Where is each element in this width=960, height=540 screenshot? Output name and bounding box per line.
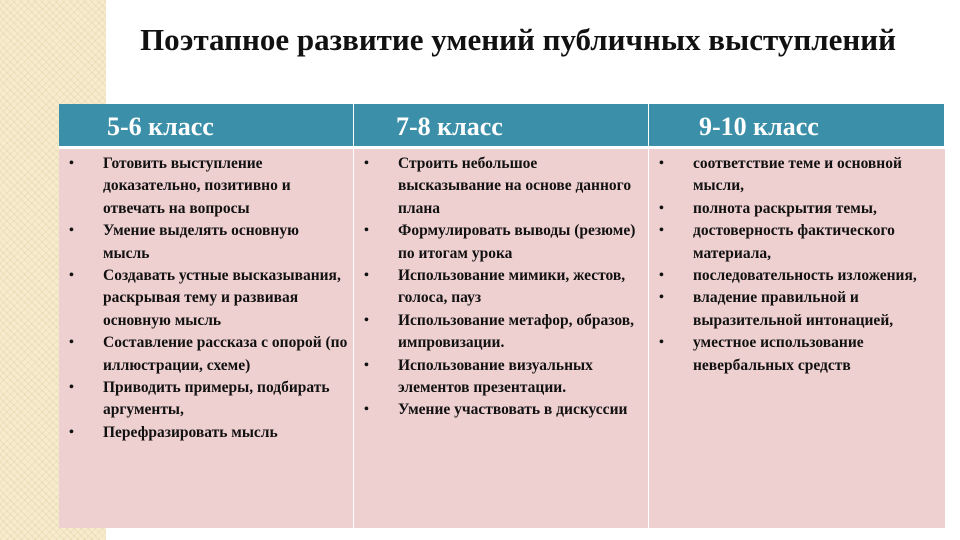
list-item-text: уместное использование невербальных средств bbox=[693, 334, 864, 374]
list-item bbox=[649, 265, 941, 287]
list-item-text: Приводить примеры, подбирать аргументы, bbox=[103, 379, 330, 419]
list-item bbox=[59, 153, 349, 220]
list-item bbox=[649, 332, 941, 377]
list-item-text: Формулировать выводы (резюме) по итогам урока bbox=[398, 222, 636, 262]
list-item-text: последовательность изложения, bbox=[693, 267, 917, 285]
column-header-5-6: 5-6 класс bbox=[59, 104, 354, 149]
list-item-text: Умение участвовать в дискуссии bbox=[398, 401, 628, 419]
bullet-icon: • bbox=[69, 223, 74, 239]
column-header-7-8: 7-8 класс bbox=[354, 104, 649, 149]
list-item bbox=[59, 265, 349, 332]
bullet-icon: • bbox=[364, 156, 369, 171]
list-item bbox=[59, 377, 349, 422]
skills-table bbox=[59, 104, 945, 528]
bullet-icon: • bbox=[69, 268, 74, 284]
bullet-icon: • bbox=[659, 335, 664, 351]
list-item-text: Умение выделять основную мысль bbox=[103, 222, 299, 262]
list-item bbox=[354, 355, 644, 400]
bullet-icon: • bbox=[69, 424, 74, 440]
bullet-icon: • bbox=[659, 268, 664, 284]
slide-title: Поэтапное развитие умений публичных выступлений bbox=[140, 22, 896, 57]
column-header-9-10: 9-10 класс bbox=[649, 104, 945, 149]
list-item-text: достоверность фактического материала, bbox=[693, 222, 895, 262]
list-item-text: Строить небольшое высказывание на основе данного плана bbox=[398, 155, 632, 217]
list-item-text: Создавать устные высказывания, раскрывая тему и развивая основную мысль bbox=[103, 267, 341, 329]
list-item-text: соответствие теме и основной мысли, bbox=[693, 155, 902, 195]
list-item-text: полнота раскрытия темы, bbox=[693, 199, 877, 217]
column-body-9-10 bbox=[649, 149, 945, 528]
list-item bbox=[354, 399, 644, 421]
bullet-icon: • bbox=[69, 156, 74, 171]
bullet-icon: • bbox=[364, 357, 369, 373]
list-item bbox=[59, 332, 349, 377]
list-item bbox=[649, 287, 941, 332]
list-item bbox=[354, 220, 644, 265]
skills-list-5-6 bbox=[59, 153, 349, 444]
bullet-icon: • bbox=[659, 290, 664, 306]
list-item-text: Использование метафор, образов, импровизации. bbox=[398, 311, 634, 352]
bullet-icon: • bbox=[364, 402, 369, 418]
list-item-text: Использование визуальных элементов презентации. bbox=[398, 356, 593, 397]
skills-list-7-8 bbox=[354, 153, 644, 422]
list-item bbox=[649, 220, 941, 265]
list-item bbox=[354, 310, 644, 355]
bullet-icon: • bbox=[364, 268, 369, 284]
list-item bbox=[649, 198, 941, 220]
list-item-text: Составление рассказа с опорой (по иллюстрации, схеме) bbox=[103, 334, 348, 374]
list-item-text: владение правильной и выразительной интонацией, bbox=[693, 289, 894, 329]
column-body-7-8 bbox=[354, 149, 649, 528]
skills-list-9-10 bbox=[649, 153, 941, 377]
list-item bbox=[649, 153, 941, 198]
list-item bbox=[354, 153, 644, 220]
bullet-icon: • bbox=[364, 312, 369, 328]
list-item-text: Готовить выступление доказательно, позитивно и отвечать на вопросы bbox=[103, 155, 291, 217]
list-item-text: Использование мимики, жестов, голоса, пауз bbox=[398, 267, 626, 307]
list-item bbox=[59, 422, 349, 444]
bullet-icon: • bbox=[364, 223, 369, 239]
list-item bbox=[354, 265, 644, 310]
column-body-5-6 bbox=[59, 149, 354, 528]
bullet-icon: • bbox=[69, 380, 74, 396]
bullet-icon: • bbox=[659, 223, 664, 239]
bullet-icon: • bbox=[69, 335, 74, 351]
bullet-icon: • bbox=[659, 156, 664, 171]
list-item-text: Перефразировать мысль bbox=[103, 423, 278, 441]
bullet-icon: • bbox=[659, 200, 664, 216]
list-item bbox=[59, 220, 349, 265]
